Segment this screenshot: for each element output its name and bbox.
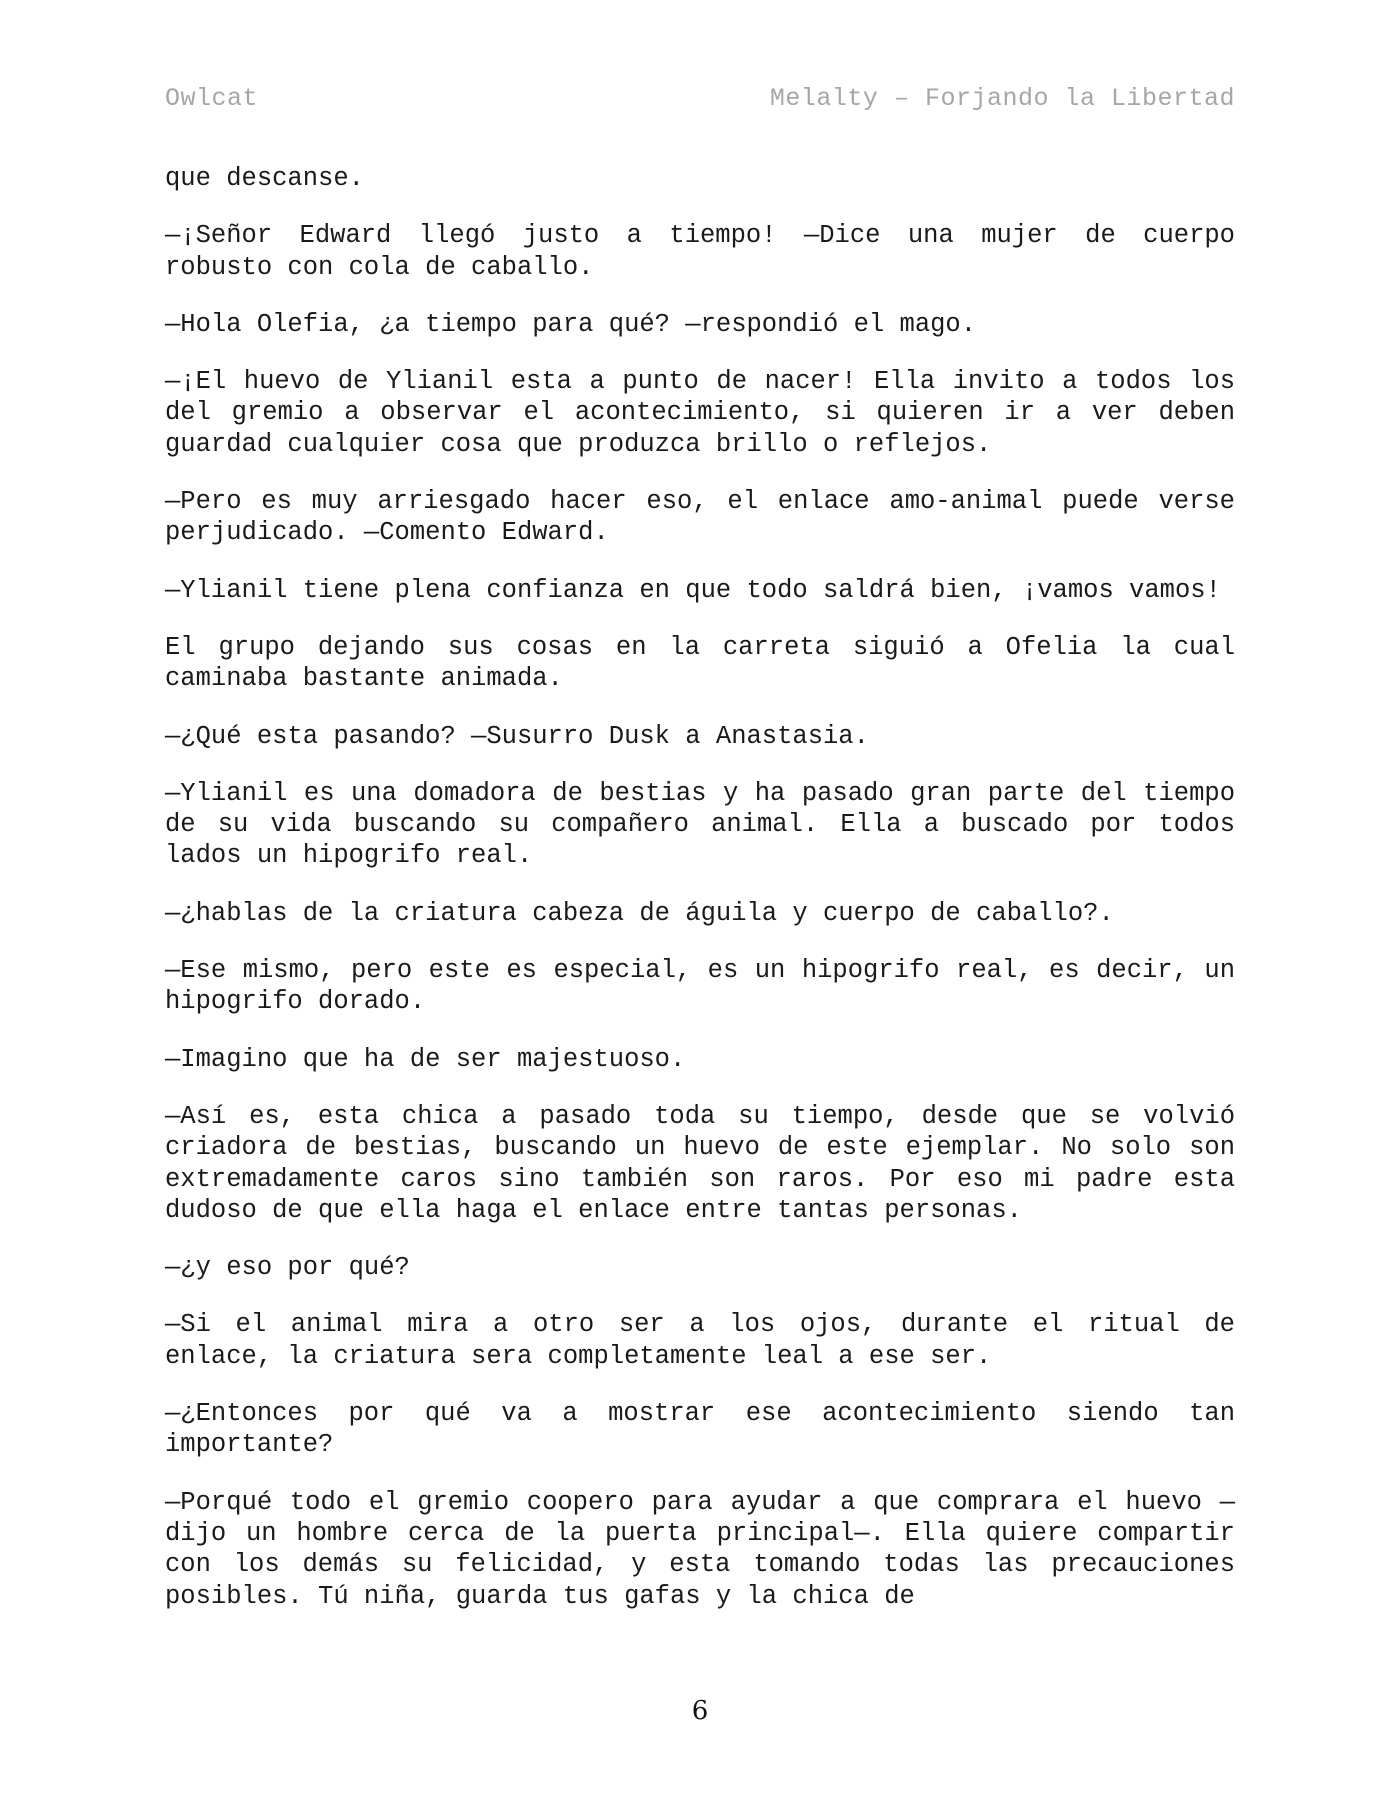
paragraph: —¡Señor Edward llegó justo a tiempo! —Dice una mujer de cuerpo robusto con cola de caballo. [165,221,1235,282]
paragraph: —¿hablas de la criatura cabeza de águila y cuerpo de caballo?. [165,898,1114,928]
paragraph: —¿y eso por qué? [165,1253,410,1283]
paragraph: —Imagino que ha de ser majestuoso. [165,1044,686,1074]
paragraph: —Hola Olefia, ¿a tiempo para qué? —respondió el mago. [165,309,977,339]
paragraph: —¡El huevo de Ylianil esta a punto de nacer! Ella invito a todos los del gremio a observar el acontecimiento, si quieren ir a ver deben guardad cualquier cosa que produzca brillo o reflejos. [165,367,1235,459]
page-number: 6 [691,1696,709,1726]
paragraph: —Ylianil tiene plena confianza en que todo saldrá bien, ¡vamos vamos! [165,575,1221,605]
paragraph: El grupo dejando sus cosas en la carreta siguió a Ofelia la cual caminaba bastante animada. [165,632,1235,694]
paragraph: —Ylianil es una domadora de bestias y ha pasado gran parte del tiempo de su vida buscando su compañero animal. Ella a buscado por todos lados un hipogrifo real. [165,778,1235,871]
paragraph: —Pero es muy arriesgado hacer eso, el enlace amo-animal puede verse perjudicado. —Comento Edward. [165,487,1235,548]
running-header [165,82,1235,114]
paragraph: —Ese mismo, pero este es especial, es un hipogrifo real, es decir, un hipogrifo dorado. [165,956,1235,1017]
paragraph: —Si el animal mira a otro ser a los ojos, durante el ritual de enlace, la criatura sera completamente leal a ese ser. [165,1310,1235,1371]
header-author: Owlcat [165,83,259,113]
paragraph: —¿Qué esta pasando? —Susurro Dusk a Anastasia. [165,721,869,751]
body-text [165,163,1235,1638]
paragraph: —Porqué todo el gremio coopero para ayudar a que comprara el huevo —dijo un hombre cerca de la puerta principal—. Ella quiere compartir con los demás su felicidad, y esta tomando todas las precauciones posibles. Tú niña, guarda tus gafas y la chica de [165,1487,1235,1611]
header-title: Melalty – Forjando la Libertad [769,83,1235,113]
paragraph: —¿Entonces por qué va a mostrar ese acontecimiento siendo tan importante? [165,1399,1235,1460]
paragraph: que descanse. [165,164,364,193]
paragraph: —Así es, esta chica a pasado toda su tiempo, desde que se volvió criadora de bestias, buscando un huevo de este ejemplar. No solo son extremadamente caros sino también son raros. Por eso mi padre esta dudoso de que ella haga el enlace entre tantas personas. [165,1101,1235,1225]
